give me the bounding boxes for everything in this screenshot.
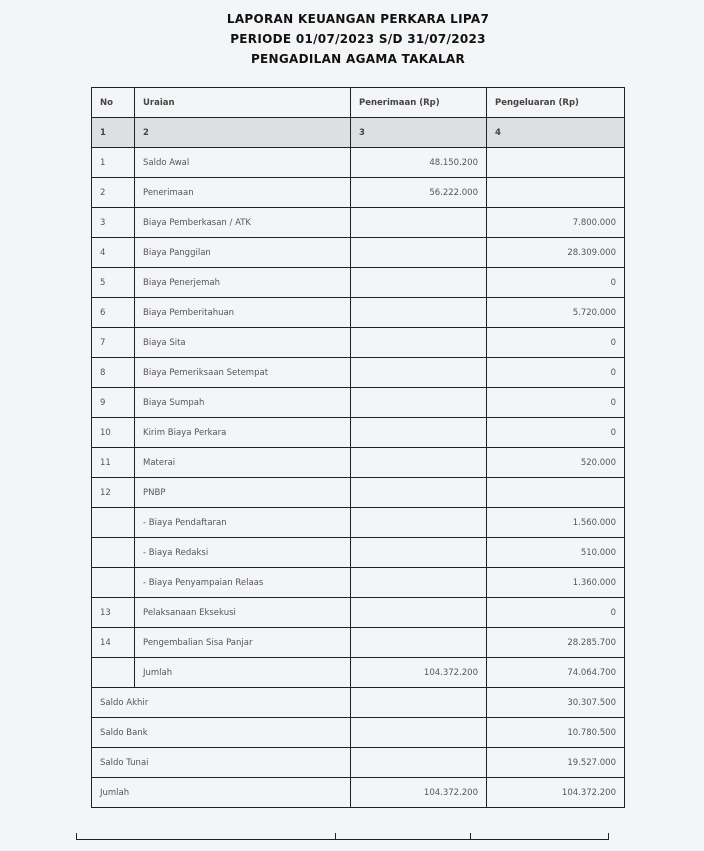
table-row: [92, 148, 625, 178]
row-no: 14: [92, 628, 135, 658]
row-pengeluaran: 0: [487, 268, 625, 298]
row-uraian: Biaya Sita: [135, 328, 351, 358]
summary-pengeluaran: 30.307.500: [487, 688, 625, 718]
row-uraian: Biaya Pemberitahuan: [135, 298, 351, 328]
table-row: [92, 568, 625, 598]
row-penerimaan: 48.150.200: [351, 148, 487, 178]
summary-row: [92, 778, 625, 808]
row-no: [92, 568, 135, 598]
row-pengeluaran: [487, 178, 625, 208]
summary-penerimaan: 104.372.200: [351, 778, 487, 808]
table-row: [92, 358, 625, 388]
summary-label: Saldo Akhir: [92, 688, 351, 718]
row-pengeluaran: 510.000: [487, 538, 625, 568]
row-no: 1: [92, 148, 135, 178]
summary-penerimaan: [351, 748, 487, 778]
row-uraian: Biaya Panggilan: [135, 238, 351, 268]
report-header: [0, 9, 704, 69]
header-penerimaan: Penerimaan (Rp): [351, 88, 487, 118]
row-pengeluaran: 0: [487, 358, 625, 388]
report-period: PERIODE 01/07/2023 S/D 31/07/2023: [230, 32, 486, 46]
row-no: 3: [92, 208, 135, 238]
row-uraian: PNBP: [135, 478, 351, 508]
index-cell: 2: [135, 118, 351, 148]
bottom-divider: [76, 839, 609, 840]
row-pengeluaran: 28.309.000: [487, 238, 625, 268]
row-uraian: Materai: [135, 448, 351, 478]
table-row: [92, 418, 625, 448]
row-uraian: Pelaksanaan Eksekusi: [135, 598, 351, 628]
summary-pengeluaran: 10.780.500: [487, 718, 625, 748]
column-index-row: [92, 118, 625, 148]
table-row: [92, 298, 625, 328]
row-penerimaan: [351, 538, 487, 568]
summary-label: Saldo Bank: [92, 718, 351, 748]
row-penerimaan: [351, 388, 487, 418]
index-cell: 3: [351, 118, 487, 148]
report-title: LAPORAN KEUANGAN PERKARA LIPA7: [226, 12, 490, 26]
table-row: [92, 208, 625, 238]
row-no: [92, 658, 135, 688]
row-penerimaan: [351, 268, 487, 298]
row-penerimaan: 56.222.000: [351, 178, 487, 208]
row-penerimaan: [351, 478, 487, 508]
row-pengeluaran: 5.720.000: [487, 298, 625, 328]
row-uraian: Pengembalian Sisa Panjar: [135, 628, 351, 658]
row-no: [92, 538, 135, 568]
row-uraian: Jumlah: [135, 658, 351, 688]
header-row: [92, 88, 625, 118]
row-pengeluaran: 1.360.000: [487, 568, 625, 598]
row-no: 11: [92, 448, 135, 478]
row-no: 5: [92, 268, 135, 298]
bottom-tick: [470, 833, 471, 839]
row-penerimaan: [351, 598, 487, 628]
row-no: 2: [92, 178, 135, 208]
row-pengeluaran: 0: [487, 598, 625, 628]
row-pengeluaran: 28.285.700: [487, 628, 625, 658]
row-no: 6: [92, 298, 135, 328]
row-uraian: Saldo Awal: [135, 148, 351, 178]
row-penerimaan: [351, 298, 487, 328]
table-row: [92, 598, 625, 628]
summary-label: Saldo Tunai: [92, 748, 351, 778]
row-pengeluaran: 0: [487, 418, 625, 448]
row-penerimaan: [351, 358, 487, 388]
row-penerimaan: 104.372.200: [351, 658, 487, 688]
row-penerimaan: [351, 328, 487, 358]
row-uraian: - Biaya Penyampaian Relaas: [135, 568, 351, 598]
table-row: [92, 628, 625, 658]
finance-table: [91, 87, 625, 808]
header-pengeluaran: Pengeluaran (Rp): [487, 88, 625, 118]
summary-penerimaan: [351, 718, 487, 748]
table-row: [92, 478, 625, 508]
summary-pengeluaran: 19.527.000: [487, 748, 625, 778]
table-row: [92, 388, 625, 418]
row-pengeluaran: 7.800.000: [487, 208, 625, 238]
row-no: 12: [92, 478, 135, 508]
row-uraian: Kirim Biaya Perkara: [135, 418, 351, 448]
row-no: 4: [92, 238, 135, 268]
row-penerimaan: [351, 508, 487, 538]
table-row: [92, 238, 625, 268]
row-uraian: Penerimaan: [135, 178, 351, 208]
row-pengeluaran: [487, 478, 625, 508]
summary-row: [92, 688, 625, 718]
row-pengeluaran: 1.560.000: [487, 508, 625, 538]
row-pengeluaran: [487, 148, 625, 178]
row-uraian: Biaya Pemeriksaan Setempat: [135, 358, 351, 388]
summary-pengeluaran: 104.372.200: [487, 778, 625, 808]
row-pengeluaran: 520.000: [487, 448, 625, 478]
row-no: 8: [92, 358, 135, 388]
table-row: [92, 658, 625, 688]
index-cell: 1: [92, 118, 135, 148]
bottom-tick: [608, 833, 609, 839]
row-pengeluaran: 0: [487, 328, 625, 358]
row-penerimaan: [351, 238, 487, 268]
summary-row: [92, 748, 625, 778]
index-cell: 4: [487, 118, 625, 148]
bottom-tick: [76, 833, 77, 839]
row-no: [92, 508, 135, 538]
row-pengeluaran: 0: [487, 388, 625, 418]
header-no: No: [92, 88, 135, 118]
table-row: [92, 268, 625, 298]
row-penerimaan: [351, 448, 487, 478]
row-uraian: Biaya Pemberkasan / ATK: [135, 208, 351, 238]
table-row: [92, 448, 625, 478]
row-uraian: Biaya Penerjemah: [135, 268, 351, 298]
summary-row: [92, 718, 625, 748]
report-court: PENGADILAN AGAMA TAKALAR: [250, 52, 466, 66]
table-row: [92, 328, 625, 358]
row-no: 7: [92, 328, 135, 358]
row-uraian: - Biaya Pendaftaran: [135, 508, 351, 538]
table-row: [92, 508, 625, 538]
row-no: 9: [92, 388, 135, 418]
table-row: [92, 178, 625, 208]
row-no: 13: [92, 598, 135, 628]
header-uraian: Uraian: [135, 88, 351, 118]
table-row: [92, 538, 625, 568]
row-uraian: Biaya Sumpah: [135, 388, 351, 418]
summary-penerimaan: [351, 688, 487, 718]
row-penerimaan: [351, 418, 487, 448]
row-pengeluaran: 74.064.700: [487, 658, 625, 688]
row-penerimaan: [351, 208, 487, 238]
row-penerimaan: [351, 628, 487, 658]
row-uraian: - Biaya Redaksi: [135, 538, 351, 568]
row-no: 10: [92, 418, 135, 448]
summary-label: Jumlah: [92, 778, 351, 808]
bottom-tick: [335, 833, 336, 839]
row-penerimaan: [351, 568, 487, 598]
